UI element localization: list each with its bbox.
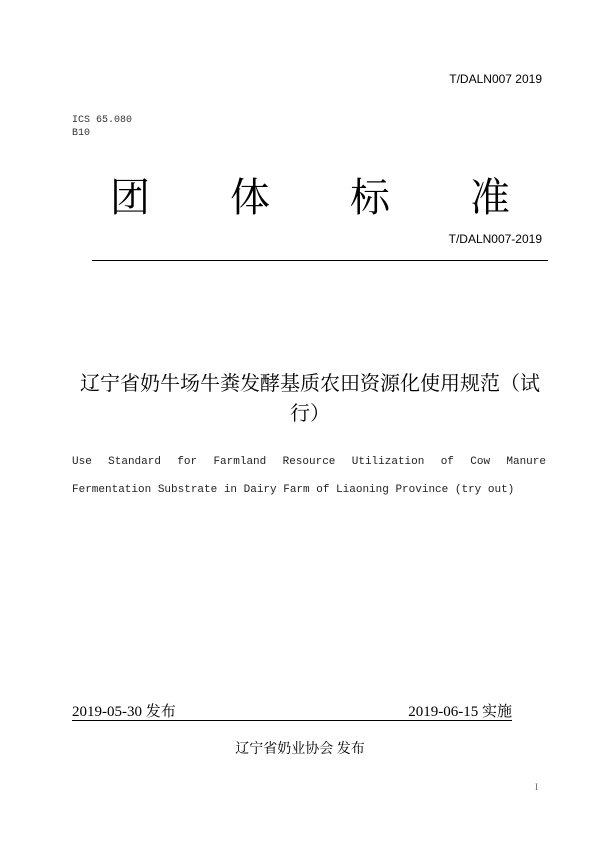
divider (92, 260, 548, 261)
ccs-code: B10 (72, 128, 91, 139)
chinese-title: 辽宁省奶牛场牛粪发酵基质农田资源化使用规范（试行） (80, 371, 540, 425)
publisher: 辽宁省奶业协会 发布 (235, 742, 365, 757)
title-char: 准 (470, 175, 510, 221)
ics-code: ICS 65.080 (72, 115, 133, 126)
standard-type-title (110, 166, 510, 223)
publish-date: 2019-05-30 发布 (72, 704, 176, 720)
page-number: I (535, 782, 538, 792)
standard-code-header: T/DALN007 2019 (449, 72, 542, 86)
title-char: 体 (230, 175, 270, 221)
title-char: 团 (110, 175, 150, 221)
date-row (72, 700, 512, 721)
standard-code: T/DALN007-2019 (448, 232, 542, 246)
title-char: 标 (350, 175, 390, 221)
english-title: Use Standard for Farmland Resource Utilization of Cow Manure Fermentation Substrate in Dairy Farm of Liaoning Province (try out) (72, 456, 546, 496)
classification-block (72, 114, 132, 140)
implement-date: 2019-06-15 实施 (408, 704, 512, 720)
